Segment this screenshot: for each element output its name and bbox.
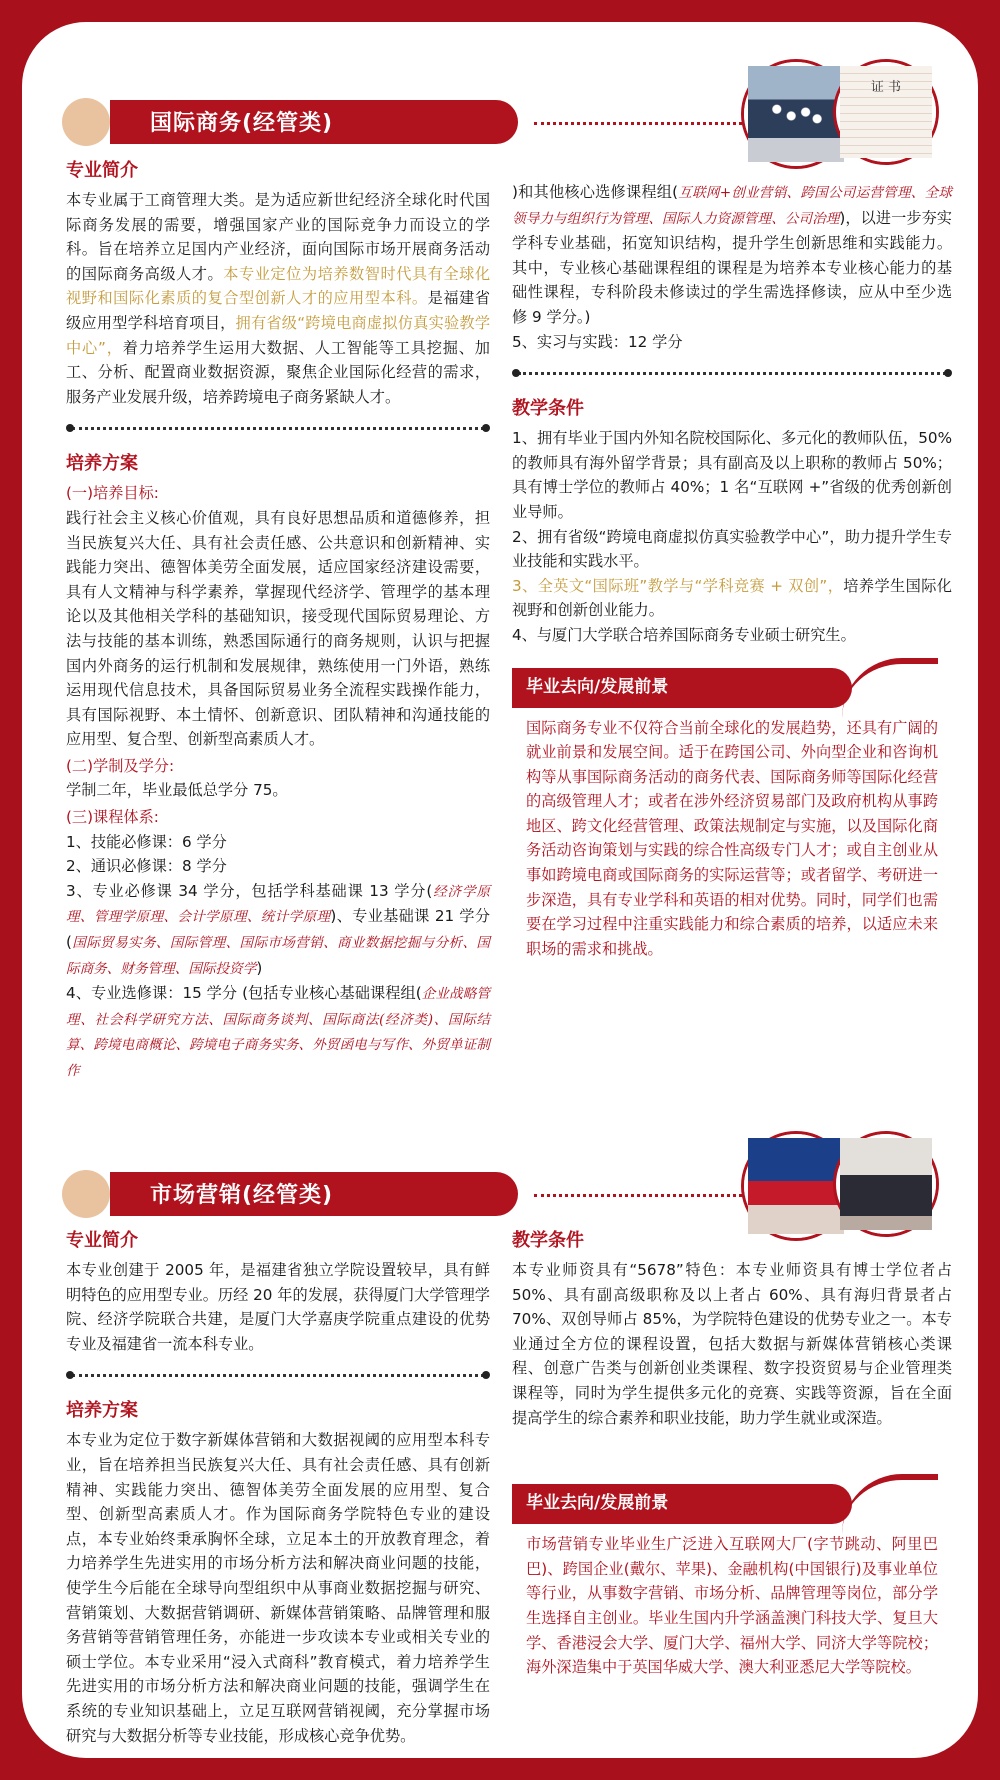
left-column xyxy=(66,158,491,1079)
group-photo xyxy=(744,62,848,166)
course-item-4-cont: )和其他核心选修课程组(互联网+创业营销、跨国公司运营管理、全球领导力与组织行为管理、国际人力资源管理、公司治理)，以进一步夯实学科专业基础，拓宽知识结构，提升学生创新思维和实践能力。其中，专业核心基础课程组的课程是为培养本专业核心能力的基础性课程，专科阶段未修读过的学生需选择修读，应从中至少选修 9 学分。) xyxy=(512,183,953,326)
section-international-business xyxy=(22,22,978,1079)
course-item-5: 5、实习与实践：12 学分 xyxy=(512,332,683,351)
title-disc-icon xyxy=(62,98,110,146)
career-heading: 毕业去向/发展前景 xyxy=(526,676,669,697)
event-photo xyxy=(744,1134,848,1238)
title-dotted-line xyxy=(534,122,754,125)
section-title: 国际商务(经管类) xyxy=(150,111,334,136)
career-header xyxy=(512,1484,952,1524)
cond-text: 本专业师资具有“5678”特色：本专业师资具有博士学位者占 50%、具有副高级职称及以上者占 60%、具有海归背景者占 70%、双创导师占 85%，为学院特色建设的优势专业之一。本专业通过全方位的课程设置，包括大数据与新媒体营销核心类课程、创意广告类与创新创业类课程、数字投资贸易与企业管理类课程等，同时为学生提供多元化的竞赛、实践等资源，旨在全面提高学生的综合素养和职业技能，助力学生就业或深造。 xyxy=(512,1261,952,1427)
title-dotted-line xyxy=(534,1194,754,1197)
plan-text: 本专业为定位于数字新媒体营销和大数据视阈的应用型本科专业，旨在培养担当民族复兴大任、具有社会责任感、具有创新精神、实践能力突出、德智体美劳全面发展的应用型、复合型、创新型高素质人才。作为国际商务学院特色专业的建设点，本专业始终秉承胸怀全球，立足本土的开放教育理念，着力培养学生先进实用的市场分析方法和解决商业问题的技能，使学生今后能在全球导向型组织中从事商业数据挖掘与研究、营销策划、大数据营销调研、新媒体营销策略、品牌管理和服务营销等营销管理任务，亦能进一步攻读本专业或相关专业的硕士学位。本专业采用“浸入式商科”教育模式，着力培养学生先进实用的市场分析方法和解决商业问题的技能，强调学生在系统的专业知识基础上，立足互联网营销视阈，充分掌握市场研究与大数据分析等专业技能，形成核心竞争优势。 xyxy=(66,1431,490,1745)
career-text: 国际商务专业不仅符合当前全球化的发展趋势，还具有广阔的就业前景和发展空间。适于在跨国公司、外向型企业和咨询机构等从事国际商务活动的商务代表、国际商务师等国际化经营的高级管理人才；或者在涉外经济贸易部门及政府机构从事跨地区、跨文化经营管理、政策法规制定与实施，以及国际化商务活动咨询策划与实践的综合性高级专门人才；或自主创业从事如跨境电商或国际商务的实际运营等；或者留学、考研进一步深造，具有专业学科和英语的相对优势。同时，同学们也需要在学习过程中注重实践能力和综合素质的培养，以适应未来职场的需求和挑战。 xyxy=(526,718,938,958)
career-text: 市场营销专业毕业生广泛进入互联网大厂(字节跳动、阿里巴巴)、跨国企业(戴尔、苹果)、金融机构(中国银行)及事业单位等行业，从事数字营销、市场分析、品牌管理等岗位，部分学生选择自主创业。毕业生国内升学涵盖澳门科技大学、复旦大学、香港浸会大学、厦门大学、福州大学、同济大学等院校；海外深造集中于英国华威大学、澳大利亚悉尼大学等院校。 xyxy=(526,1535,938,1677)
course-item-3: 3、专业必修课 34 学分，包括学科基础课 13 学分(经济学原理、管理学原理、会计学原理、统计学原理)、专业基础课 21 学分(国际贸易实务、国际管理、国际市场营销、商业数据挖掘与分析、国际商务、财务管理、国际投资学) xyxy=(66,881,491,977)
plan-heading: 培养方案 xyxy=(66,453,138,475)
section-marketing xyxy=(22,1102,978,1758)
intro-heading: 专业简介 xyxy=(66,1230,138,1251)
course-title: (三)课程体系: xyxy=(66,808,159,827)
course-item-4-start: 4、专业选修课：15 学分 (包括专业核心基础课程组(企业战略管理、社会科学研究方法、国际商务谈判、国际商法(经济类)、国际结算、跨境电商概论、跨境电子商务实务、外贸函电与写作、外贸单证制作 xyxy=(66,984,490,1079)
cond-item-3: 3、全英文“国际班”教学与“学科竞赛 + 双创”，培养学生国际化视野和创新创业能力。 xyxy=(512,576,952,620)
cond-item-4: 4、与厦门大学联合培养国际商务专业硕士研究生。 xyxy=(512,625,856,644)
dotted-divider xyxy=(512,366,952,380)
cond-heading: 教学条件 xyxy=(512,1230,584,1251)
section-title: 市场营销(经管类) xyxy=(150,1183,334,1208)
title-disc-icon xyxy=(62,1170,110,1218)
poster-sheet xyxy=(22,22,978,1758)
goal-text: 践行社会主义核心价值观，具有良好思想品质和道德修养，担当民族复兴大任、具有社会责任感、公共意识和创新精神、实践能力突出、德智体美劳全面发展，适应国家经济建设需要，具有人文精神与科学素养，掌握现代经济学、管理学的基本理论以及其他相关学科的基础知识，接受现代国际贸易理论、方法与技能的基本训练，熟悉国际通行的商务规则，认识与把握国内外商务的运行机制和发展规律，熟练使用一门外语，熟练运用现代信息技术，具备国际贸易业务全流程实践操作能力，具有国际视野、本土情怀、创新意识、团队精神和沟通技能的应用型、复合型、创新型高素质人才。 xyxy=(66,508,490,749)
certificate-label: 证 书 xyxy=(870,80,902,95)
left-column xyxy=(66,1228,490,1750)
course-item-1: 1、技能必修课：6 学分 xyxy=(66,832,227,851)
intro-heading: 专业简介 xyxy=(66,160,138,181)
section-title-bar xyxy=(110,1172,518,1216)
career-heading: 毕业去向/发展前景 xyxy=(526,1493,669,1514)
dotted-divider xyxy=(66,1368,490,1382)
goal-title: (一)培养目标: xyxy=(66,484,159,503)
credit-title: (二)学制及学分: xyxy=(66,756,175,775)
certificate-photo xyxy=(836,62,936,162)
dotted-divider xyxy=(66,421,490,435)
course-item-2: 2、通识必修课：8 学分 xyxy=(66,857,227,876)
career-header xyxy=(512,668,952,708)
intro-text: 本专业创建于 2005 年，是福建省独立学院设置较早，具有鲜明特色的应用型专业。历经 20 年的发展，获得厦门大学管理学院、经济学院联合共建，是厦门大学嘉庚学院重点建设的优势专业及福建省一流本科专业。 xyxy=(66,1261,490,1353)
right-column xyxy=(512,1228,952,1680)
credit-text: 学制二年，毕业最低总学分 75。 xyxy=(66,781,288,800)
intro-text: 本专业属于工商管理大类。是为适应新世纪经济全球化时代国际商务发展的需要，增强国家产业的国际竞争力而设立的学科。旨在培养立足国内产业经济，面向国际市场开展商务活动的国际商务高级人才。本专业定位为培养数智时代具有全球化视野和国际化素质的复合型创新人才的应用型本科。是福建省级应用型学科培育项目，拥有省级“跨境电商虚拟仿真实验教学中心”，着力培养学生运用大数据、人工智能等工具挖掘、加工、分析、配置商业数据资源，聚焦企业国际化经营的需求，服务产业发展升级，培养跨境电子商务紧缺人才。 xyxy=(66,191,491,406)
group-photo xyxy=(836,1134,936,1234)
plan-heading: 培养方案 xyxy=(66,1400,138,1422)
right-column xyxy=(512,180,952,961)
cond-item-2: 2、拥有省级“跨境电商虚拟仿真实验教学中心”，助力提升学生专业技能和实践水平。 xyxy=(512,527,952,571)
section-title-bar xyxy=(110,100,518,144)
cond-heading: 教学条件 xyxy=(512,398,584,420)
cond-item-1: 1、拥有毕业于国内外知名院校国际化、多元化的教师队伍，50% 的教师具有海外留学背景；具有副高及以上职称的教师占 50%；具有博士学位的教师占 40%；1 名“互联网 +”省级的优秀创新创业导师。 xyxy=(512,429,952,521)
